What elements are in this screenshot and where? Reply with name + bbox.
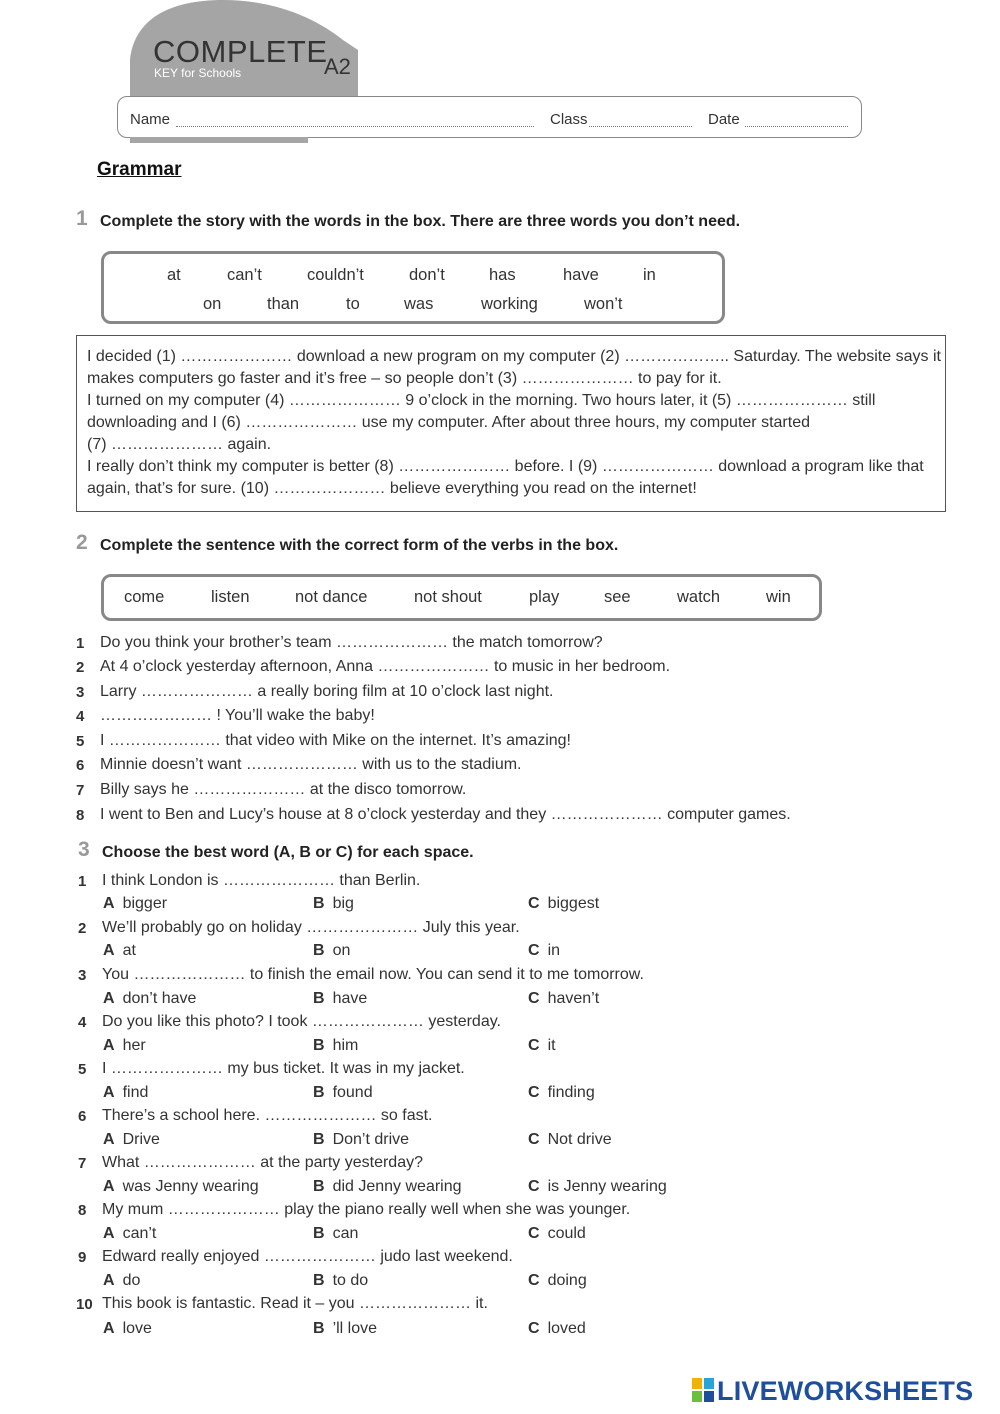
item-number: 6: [78, 1108, 87, 1125]
word-item: won’t: [584, 295, 623, 313]
item-number: 3: [76, 684, 85, 701]
logo-level: A2: [324, 54, 351, 79]
item-number: 4: [78, 1014, 87, 1031]
story-line: makes computers go faster and it’s free – so people don’t (3) ………………… to pay for it.: [87, 370, 722, 387]
item-number: 8: [78, 1202, 87, 1219]
exercise-3-instruction: Choose the best word (A, B or C) for each space.: [102, 844, 474, 861]
story-line: downloading and I (6) ………………… use my computer. After about three hours, my computer started: [87, 414, 810, 431]
word-item: see: [604, 588, 631, 606]
name-label: Name: [130, 111, 171, 128]
option-b[interactable]: B big: [313, 895, 354, 912]
liveworksheets-logo: [692, 1376, 992, 1406]
word-box-1: [101, 251, 725, 324]
option-a[interactable]: A find: [103, 1084, 149, 1101]
item-number: 7: [78, 1155, 87, 1172]
word-box-2: [101, 574, 822, 621]
option-b[interactable]: B can: [313, 1225, 359, 1242]
word-item: working: [481, 295, 538, 313]
item-number: 5: [76, 733, 85, 750]
logo-title: COMPLETE: [153, 34, 328, 69]
item-number: 2: [76, 659, 85, 676]
word-item: have: [563, 266, 599, 284]
option-a[interactable]: A bigger: [103, 895, 168, 912]
option-b[interactable]: B found: [313, 1084, 373, 1101]
date-field[interactable]: [745, 126, 848, 127]
word-item: couldn’t: [307, 266, 364, 284]
option-b[interactable]: B ’ll love: [313, 1320, 378, 1337]
question: I ………………… my bus ticket. It was in my jacket.: [102, 1060, 465, 1077]
option-c[interactable]: C is Jenny wearing: [528, 1178, 667, 1195]
word-item: can’t: [227, 266, 262, 284]
item-number: 9: [78, 1249, 87, 1266]
option-a[interactable]: A don’t have: [103, 990, 197, 1007]
story-box: [76, 335, 946, 512]
option-b[interactable]: B to do: [313, 1272, 369, 1289]
option-c[interactable]: C loved: [528, 1320, 586, 1337]
option-c[interactable]: C biggest: [528, 895, 600, 912]
question: My mum ………………… play the piano really well when she was younger.: [102, 1201, 631, 1218]
sentence: Minnie doesn’t want ………………… with us to the stadium.: [100, 756, 522, 773]
class-field[interactable]: [589, 126, 692, 127]
option-c[interactable]: C could: [528, 1225, 586, 1242]
option-b[interactable]: B did Jenny wearing: [313, 1178, 462, 1195]
student-info-bar: [117, 96, 862, 138]
word-item: win: [766, 588, 791, 606]
story-line: I decided (1) ………………… download a new program on my computer (2) ……………….. Saturday. The website says it: [87, 348, 941, 365]
header-tab: [130, 137, 308, 143]
word-item: not shout: [414, 588, 482, 606]
item-number: 7: [76, 782, 85, 799]
exercise-2-instruction: Complete the sentence with the correct form of the verbs in the box.: [100, 537, 619, 554]
item-number: 1: [78, 873, 87, 890]
item-number: 1: [76, 635, 85, 652]
sentence: Do you think your brother’s team ………………… the match tomorrow?: [100, 634, 603, 651]
item-number: 2: [78, 920, 87, 937]
exercise-3-number: 3: [78, 838, 90, 861]
exercise-1-number: 1: [76, 207, 88, 230]
option-a[interactable]: A can’t: [103, 1225, 157, 1242]
sentence: Larry ………………… a really boring film at 10 o’clock last night.: [100, 683, 554, 700]
word-item: in: [643, 266, 656, 284]
question: What ………………… at the party yesterday?: [102, 1154, 423, 1171]
word-item: play: [529, 588, 560, 606]
story-line: again, that’s for sure. (10) ………………… believe everything you read on the internet!: [87, 480, 697, 497]
option-a[interactable]: A was Jenny wearing: [103, 1178, 259, 1195]
option-a[interactable]: A do: [103, 1272, 141, 1289]
option-c[interactable]: C Not drive: [528, 1131, 612, 1148]
word-item: was: [404, 295, 434, 313]
story-line: (7) ………………… again.: [87, 436, 272, 453]
word-item: to: [346, 295, 360, 313]
item-number: 10: [76, 1296, 93, 1313]
option-b[interactable]: B Don’t drive: [313, 1131, 410, 1148]
option-c[interactable]: C it: [528, 1037, 556, 1054]
option-a[interactable]: A Drive: [103, 1131, 160, 1148]
option-b[interactable]: B on: [313, 942, 351, 959]
question: There’s a school here. ………………… so fast.: [102, 1107, 433, 1124]
sentence: ………………… ! You’ll wake the baby!: [100, 707, 375, 724]
word-item: on: [203, 295, 222, 313]
word-item: watch: [677, 588, 721, 606]
name-field[interactable]: [176, 126, 534, 127]
option-a[interactable]: A her: [103, 1037, 146, 1054]
sentence: I went to Ben and Lucy’s house at 8 o’clock yesterday and they ………………… computer games.: [100, 806, 791, 823]
date-label: Date: [708, 111, 740, 128]
option-c[interactable]: C in: [528, 942, 561, 959]
section-title: Grammar: [97, 159, 182, 180]
class-label: Class: [550, 111, 588, 128]
sentence: Billy says he ………………… at the disco tomorrow.: [100, 781, 467, 798]
sentence: I ………………… that video with Mike on the internet. It’s amazing!: [100, 732, 571, 749]
story-line: I turned on my computer (4) ………………… 9 o’clock in the morning. Two hours later, it (5) ………………… still: [87, 392, 876, 409]
item-number: 8: [76, 807, 85, 824]
exercise-1-instruction: Complete the story with the words in the box. There are three words you don’t need.: [100, 213, 741, 230]
item-number: 4: [76, 708, 85, 725]
item-number: 3: [78, 967, 87, 984]
word-item: listen: [211, 588, 250, 606]
word-item: has: [489, 266, 516, 284]
item-number: 5: [78, 1061, 87, 1078]
option-c[interactable]: C doing: [528, 1272, 587, 1289]
question: You ………………… to finish the email now. You can send it to me tomorrow.: [102, 966, 644, 983]
sentence: At 4 o’clock yesterday afternoon, Anna ………………… to music in her bedroom.: [100, 658, 671, 675]
option-c[interactable]: C finding: [528, 1084, 595, 1101]
exercise-2-number: 2: [76, 531, 88, 554]
option-b[interactable]: B have: [313, 990, 368, 1007]
word-item: at: [167, 266, 181, 284]
question: This book is fantastic. Read it – you ………………… it.: [102, 1295, 488, 1312]
question: I think London is ………………… than Berlin.: [102, 872, 421, 889]
story-line: I really don’t think my computer is better (8) ………………… before. I (9) ………………… download a program like that: [87, 458, 924, 475]
word-item: not dance: [295, 588, 368, 606]
liveworksheets-icon: [692, 1378, 714, 1402]
option-a[interactable]: A love: [103, 1320, 152, 1337]
item-number: 6: [76, 757, 85, 774]
word-item: don’t: [409, 266, 445, 284]
option-c[interactable]: C haven’t: [528, 990, 600, 1007]
brand-text: LIVEWORKSHEETS: [717, 1376, 974, 1406]
question: We’ll probably go on holiday ………………… July this year.: [102, 919, 520, 936]
option-b[interactable]: B him: [313, 1037, 359, 1054]
question: Edward really enjoyed ………………… judo last weekend.: [102, 1248, 513, 1265]
word-item: than: [267, 295, 300, 313]
logo-subtitle: KEY for Schools: [154, 66, 242, 80]
word-item: come: [124, 588, 165, 606]
question: Do you like this photo? I took ………………… yesterday.: [102, 1013, 501, 1030]
option-a[interactable]: A at: [103, 942, 136, 959]
